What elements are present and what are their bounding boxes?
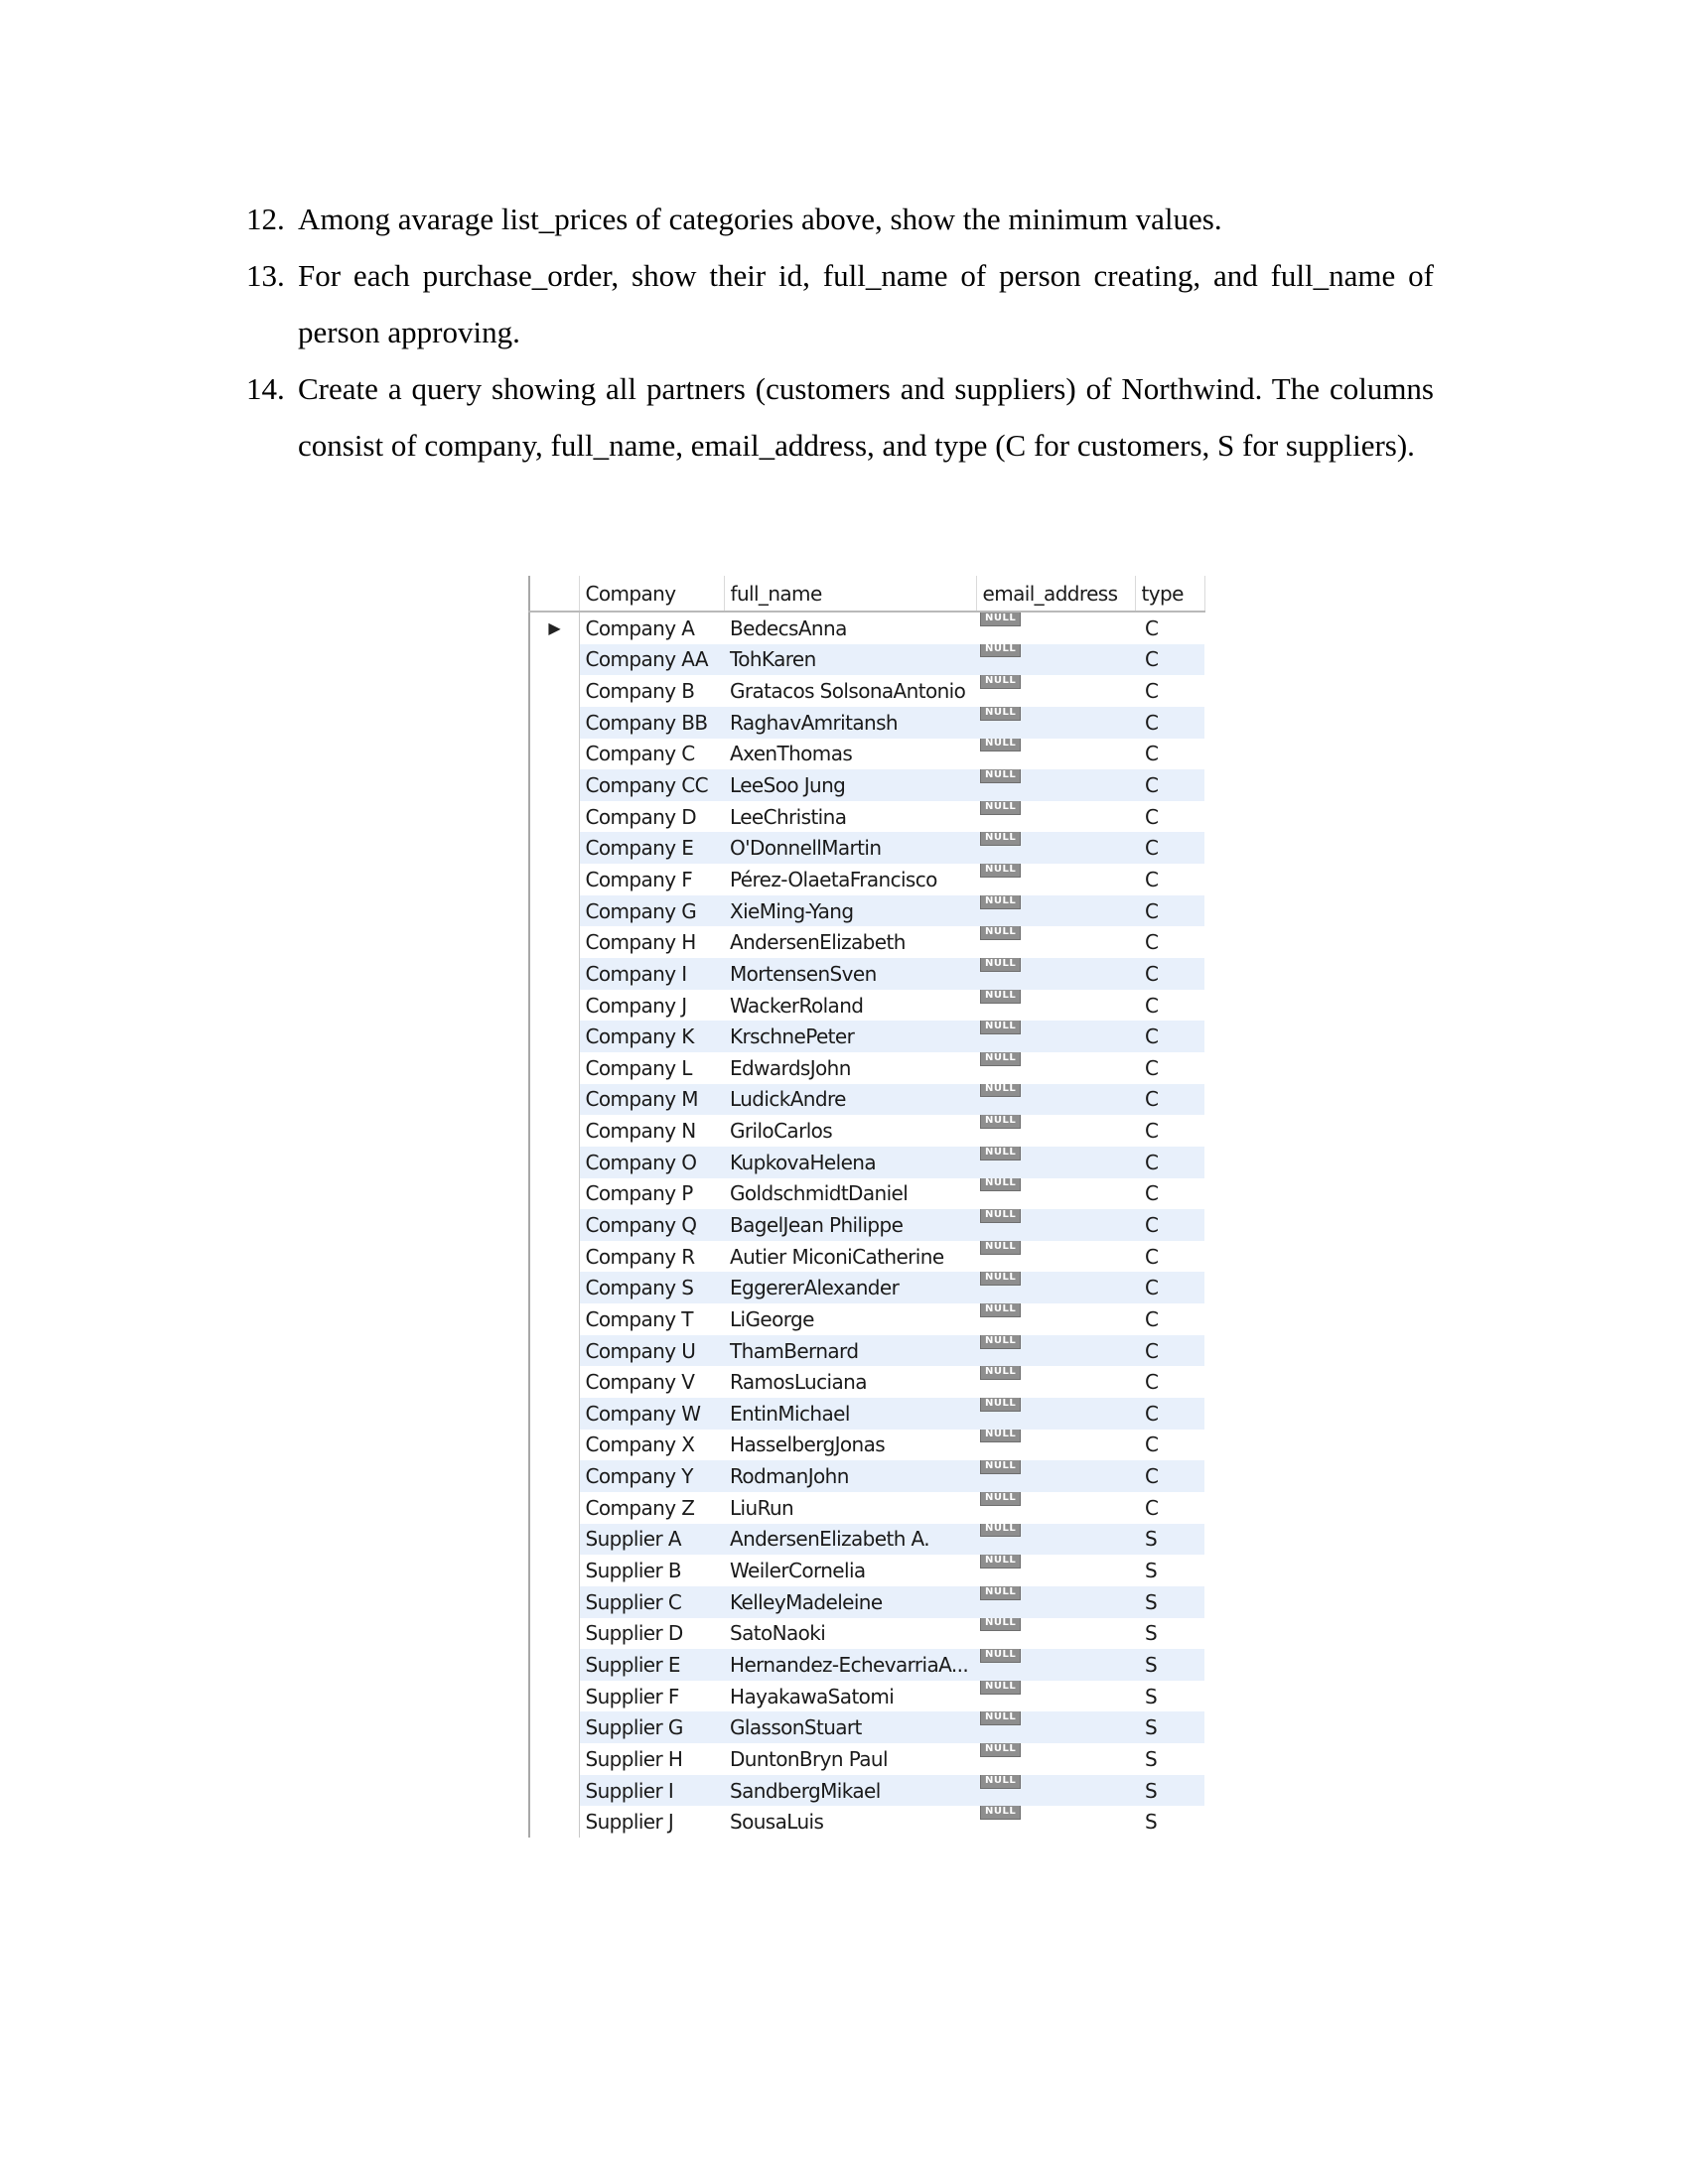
grid-body bbox=[529, 612, 1204, 1838]
cell-email-address[interactable] bbox=[976, 895, 1135, 927]
cell-type[interactable]: C bbox=[1135, 832, 1204, 864]
triangle-right-icon: ▶ bbox=[548, 618, 561, 638]
question-text: Create a query showing all partners (customers and suppliers) of Northwind. The columns consist of company, full_name, email_address, and type (C for customers, S for suppliers). bbox=[298, 371, 1434, 463]
row-selector[interactable] bbox=[529, 1084, 579, 1116]
question-text: For each purchase_order, show their id, full_name of person creating, and full_name of person approving. bbox=[298, 258, 1434, 349]
row-selector[interactable] bbox=[529, 1052, 579, 1084]
row-selector[interactable] bbox=[529, 675, 579, 707]
cell-company[interactable]: Company C bbox=[579, 739, 724, 770]
table-row[interactable] bbox=[529, 1711, 1204, 1743]
cell-full-name[interactable]: SandbergMikael bbox=[724, 1775, 976, 1807]
question-list bbox=[246, 191, 1434, 474]
cell-type[interactable]: C bbox=[1135, 769, 1204, 801]
cell-company[interactable]: Company J bbox=[579, 990, 724, 1022]
cell-full-name[interactable]: GriloCarlos bbox=[724, 1115, 976, 1147]
cell-email-address[interactable] bbox=[976, 644, 1135, 676]
cell-type[interactable]: S bbox=[1135, 1711, 1204, 1743]
table-row[interactable] bbox=[529, 1743, 1204, 1775]
cell-full-name[interactable]: SousaLuis bbox=[724, 1806, 976, 1838]
cell-full-name[interactable]: ThamBernard bbox=[724, 1335, 976, 1367]
row-selector[interactable] bbox=[529, 1649, 579, 1681]
null-badge: NULL bbox=[980, 1115, 1021, 1129]
cell-company[interactable]: Company CC bbox=[579, 769, 724, 801]
null-badge: NULL bbox=[980, 1021, 1021, 1034]
cell-company[interactable]: Company AA bbox=[579, 644, 724, 676]
null-badge: NULL bbox=[980, 1335, 1021, 1349]
column-header-email-address[interactable]: email_address bbox=[976, 576, 1135, 612]
cell-full-name[interactable]: BagelJean Philippe bbox=[724, 1209, 976, 1241]
cell-email-address[interactable] bbox=[976, 1711, 1135, 1743]
table-row[interactable] bbox=[529, 1084, 1204, 1116]
cell-email-address[interactable] bbox=[976, 1775, 1135, 1807]
row-selector[interactable] bbox=[529, 1586, 579, 1618]
cell-email-address[interactable] bbox=[976, 1335, 1135, 1367]
cell-company[interactable]: Supplier F bbox=[579, 1681, 724, 1712]
cell-email-address[interactable] bbox=[976, 1115, 1135, 1147]
null-badge: NULL bbox=[980, 1681, 1021, 1695]
cell-full-name[interactable]: LeeChristina bbox=[724, 801, 976, 833]
cell-full-name[interactable]: XieMing-Yang bbox=[724, 895, 976, 927]
row-selector[interactable] bbox=[529, 769, 579, 801]
cell-email-address[interactable] bbox=[976, 1524, 1135, 1556]
cell-email-address[interactable] bbox=[976, 1303, 1135, 1335]
cell-full-name[interactable]: AndersenElizabeth bbox=[724, 926, 976, 958]
question-number: 13. bbox=[246, 258, 285, 293]
table-row[interactable] bbox=[529, 707, 1204, 739]
row-selector[interactable] bbox=[529, 926, 579, 958]
row-selector[interactable] bbox=[529, 958, 579, 990]
cell-company[interactable]: Company P bbox=[579, 1178, 724, 1210]
question-number: 14. bbox=[246, 371, 285, 406]
table-row[interactable] bbox=[529, 1524, 1204, 1556]
table-row[interactable] bbox=[529, 958, 1204, 990]
cell-full-name[interactable]: AxenThomas bbox=[724, 739, 976, 770]
grid-header-row bbox=[529, 576, 1204, 612]
null-badge: NULL bbox=[980, 1084, 1021, 1098]
cell-full-name[interactable]: GoldschmidtDaniel bbox=[724, 1178, 976, 1210]
table-row[interactable] bbox=[529, 1272, 1204, 1303]
cell-full-name[interactable]: LeeSoo Jung bbox=[724, 769, 976, 801]
cell-full-name[interactable]: Autier MiconiCatherine bbox=[724, 1241, 976, 1273]
cell-type[interactable]: S bbox=[1135, 1681, 1204, 1712]
null-badge: NULL bbox=[980, 1618, 1021, 1632]
cell-company[interactable]: Company A bbox=[579, 612, 724, 644]
cell-type[interactable]: C bbox=[1135, 990, 1204, 1022]
cell-email-address[interactable] bbox=[976, 1743, 1135, 1775]
table-row[interactable] bbox=[529, 1649, 1204, 1681]
cell-email-address[interactable] bbox=[976, 801, 1135, 833]
question-13 bbox=[246, 247, 1434, 360]
cell-type[interactable]: C bbox=[1135, 958, 1204, 990]
cell-type[interactable]: C bbox=[1135, 926, 1204, 958]
cell-full-name[interactable]: KrschnePeter bbox=[724, 1021, 976, 1052]
result-grid-screenshot bbox=[528, 576, 1203, 1838]
cell-company[interactable]: Supplier J bbox=[579, 1806, 724, 1838]
column-header-company[interactable]: Company bbox=[579, 576, 724, 612]
null-badge: NULL bbox=[980, 1775, 1021, 1789]
null-badge: NULL bbox=[980, 1430, 1021, 1443]
null-badge: NULL bbox=[980, 707, 1021, 721]
row-selector[interactable] bbox=[529, 864, 579, 895]
cell-full-name[interactable]: HasselbergJonas bbox=[724, 1430, 976, 1461]
cell-type[interactable]: C bbox=[1135, 864, 1204, 895]
cell-type[interactable]: S bbox=[1135, 1806, 1204, 1838]
cell-company[interactable]: Company E bbox=[579, 832, 724, 864]
null-badge: NULL bbox=[980, 1241, 1021, 1255]
row-selector[interactable] bbox=[529, 644, 579, 676]
table-row[interactable] bbox=[529, 769, 1204, 801]
cell-company[interactable]: Company U bbox=[579, 1335, 724, 1367]
cell-company[interactable]: Company M bbox=[579, 1084, 724, 1116]
cell-type[interactable]: C bbox=[1135, 612, 1204, 644]
cell-company[interactable]: Company N bbox=[579, 1115, 724, 1147]
table-row[interactable] bbox=[529, 1052, 1204, 1084]
cell-email-address[interactable] bbox=[976, 1806, 1135, 1838]
cell-full-name[interactable]: MortensenSven bbox=[724, 958, 976, 990]
cell-email-address[interactable] bbox=[976, 1681, 1135, 1712]
null-badge: NULL bbox=[980, 958, 1021, 972]
row-selector[interactable] bbox=[529, 1366, 579, 1398]
cell-email-address[interactable] bbox=[976, 832, 1135, 864]
cell-type[interactable]: C bbox=[1135, 1272, 1204, 1303]
row-selector[interactable] bbox=[529, 1398, 579, 1430]
row-selector[interactable] bbox=[529, 1460, 579, 1492]
cell-email-address[interactable] bbox=[976, 1586, 1135, 1618]
cell-type[interactable]: C bbox=[1135, 895, 1204, 927]
cell-type[interactable]: C bbox=[1135, 1147, 1204, 1178]
cell-company[interactable]: Company Z bbox=[579, 1492, 724, 1524]
row-selector[interactable] bbox=[529, 1711, 579, 1743]
cell-email-address[interactable] bbox=[976, 1430, 1135, 1461]
cell-type[interactable]: S bbox=[1135, 1743, 1204, 1775]
cell-type[interactable]: S bbox=[1135, 1649, 1204, 1681]
cell-full-name[interactable]: RaghavAmritansh bbox=[724, 707, 976, 739]
cell-company[interactable]: Supplier B bbox=[579, 1555, 724, 1586]
null-badge: NULL bbox=[980, 1303, 1021, 1317]
cell-company[interactable]: Company L bbox=[579, 1052, 724, 1084]
cell-type[interactable]: C bbox=[1135, 707, 1204, 739]
cell-type[interactable]: C bbox=[1135, 1303, 1204, 1335]
cell-full-name[interactable]: KupkovaHelena bbox=[724, 1147, 976, 1178]
table-row[interactable] bbox=[529, 1366, 1204, 1398]
row-selector[interactable] bbox=[529, 801, 579, 833]
table-row[interactable] bbox=[529, 1555, 1204, 1586]
table-row[interactable] bbox=[529, 1178, 1204, 1210]
table-row[interactable] bbox=[529, 1681, 1204, 1712]
cell-type[interactable]: S bbox=[1135, 1555, 1204, 1586]
table-row[interactable] bbox=[529, 926, 1204, 958]
table-row[interactable] bbox=[529, 1335, 1204, 1367]
cell-company[interactable]: Company Q bbox=[579, 1209, 724, 1241]
row-selector[interactable] bbox=[529, 1209, 579, 1241]
cell-email-address[interactable] bbox=[976, 1272, 1135, 1303]
null-badge: NULL bbox=[980, 1178, 1021, 1192]
cell-company[interactable]: Company R bbox=[579, 1241, 724, 1273]
cell-email-address[interactable] bbox=[976, 1555, 1135, 1586]
cell-type[interactable]: C bbox=[1135, 1209, 1204, 1241]
null-badge: NULL bbox=[980, 1366, 1021, 1380]
table-row[interactable] bbox=[529, 644, 1204, 676]
null-badge: NULL bbox=[980, 1209, 1021, 1223]
null-badge: NULL bbox=[980, 769, 1021, 783]
table-row[interactable] bbox=[529, 832, 1204, 864]
cell-full-name[interactable]: SatoNaoki bbox=[724, 1618, 976, 1650]
row-selector[interactable] bbox=[529, 895, 579, 927]
cell-company[interactable]: Company F bbox=[579, 864, 724, 895]
null-badge: NULL bbox=[980, 1586, 1021, 1600]
cell-company[interactable]: Supplier G bbox=[579, 1711, 724, 1743]
null-badge: NULL bbox=[980, 895, 1021, 909]
cell-email-address[interactable] bbox=[976, 990, 1135, 1022]
row-selector[interactable] bbox=[529, 612, 579, 644]
cell-company[interactable]: Supplier H bbox=[579, 1743, 724, 1775]
cell-email-address[interactable] bbox=[976, 1366, 1135, 1398]
row-selector[interactable] bbox=[529, 1147, 579, 1178]
table-row[interactable] bbox=[529, 1115, 1204, 1147]
null-badge: NULL bbox=[980, 1649, 1021, 1663]
cell-company[interactable]: Company H bbox=[579, 926, 724, 958]
null-badge: NULL bbox=[980, 739, 1021, 752]
cell-company[interactable]: Supplier A bbox=[579, 1524, 724, 1556]
null-badge: NULL bbox=[980, 1147, 1021, 1160]
cell-full-name[interactable]: EggererAlexander bbox=[724, 1272, 976, 1303]
row-selector[interactable] bbox=[529, 739, 579, 770]
column-header-full-name[interactable]: full_name bbox=[724, 576, 976, 612]
table-row[interactable] bbox=[529, 612, 1204, 644]
row-selector[interactable] bbox=[529, 1272, 579, 1303]
cell-type[interactable]: C bbox=[1135, 1021, 1204, 1052]
row-selector[interactable] bbox=[529, 707, 579, 739]
row-selector[interactable] bbox=[529, 1618, 579, 1650]
cell-type[interactable]: C bbox=[1135, 1430, 1204, 1461]
table-row[interactable] bbox=[529, 1241, 1204, 1273]
cell-type[interactable]: C bbox=[1135, 1178, 1204, 1210]
row-selector[interactable] bbox=[529, 1555, 579, 1586]
null-badge: NULL bbox=[980, 1460, 1021, 1474]
table-row[interactable] bbox=[529, 1806, 1204, 1838]
cell-type[interactable]: C bbox=[1135, 644, 1204, 676]
table-row[interactable] bbox=[529, 1775, 1204, 1807]
cell-full-name[interactable]: WeilerCornelia bbox=[724, 1555, 976, 1586]
row-selector-header[interactable] bbox=[529, 576, 579, 612]
cell-company[interactable]: Supplier C bbox=[579, 1586, 724, 1618]
null-badge: NULL bbox=[980, 1492, 1021, 1506]
cell-full-name[interactable]: Hernandez-EchevarriaA... bbox=[724, 1649, 976, 1681]
null-badge: NULL bbox=[980, 1743, 1021, 1757]
table-row[interactable] bbox=[529, 1209, 1204, 1241]
table-row[interactable] bbox=[529, 801, 1204, 833]
cell-company[interactable]: Company W bbox=[579, 1398, 724, 1430]
cell-company[interactable]: Company O bbox=[579, 1147, 724, 1178]
row-selector[interactable] bbox=[529, 1681, 579, 1712]
cell-email-address[interactable] bbox=[976, 1147, 1135, 1178]
null-badge: NULL bbox=[980, 990, 1021, 1004]
cell-company[interactable]: Company X bbox=[579, 1430, 724, 1461]
cell-email-address[interactable] bbox=[976, 1084, 1135, 1116]
cell-email-address[interactable] bbox=[976, 1618, 1135, 1650]
cell-email-address[interactable] bbox=[976, 707, 1135, 739]
question-text: Among avarage list_prices of categories above, show the minimum values. bbox=[298, 202, 1222, 236]
cell-email-address[interactable] bbox=[976, 675, 1135, 707]
cell-email-address[interactable] bbox=[976, 1178, 1135, 1210]
cell-type[interactable]: C bbox=[1135, 739, 1204, 770]
null-badge: NULL bbox=[980, 926, 1021, 940]
null-badge: NULL bbox=[980, 1052, 1021, 1066]
cell-full-name[interactable]: RamosLuciana bbox=[724, 1366, 976, 1398]
cell-full-name[interactable]: LudickAndre bbox=[724, 1084, 976, 1116]
table-row[interactable] bbox=[529, 1021, 1204, 1052]
question-14 bbox=[246, 360, 1434, 474]
cell-type[interactable]: S bbox=[1135, 1775, 1204, 1807]
cell-company[interactable]: Company Y bbox=[579, 1460, 724, 1492]
cell-full-name[interactable]: O'DonnellMartin bbox=[724, 832, 976, 864]
table-row[interactable] bbox=[529, 1398, 1204, 1430]
cell-company[interactable]: Company G bbox=[579, 895, 724, 927]
null-badge: NULL bbox=[980, 644, 1021, 658]
table-row[interactable] bbox=[529, 864, 1204, 895]
cell-company[interactable]: Company B bbox=[579, 675, 724, 707]
cell-type[interactable]: C bbox=[1135, 1398, 1204, 1430]
cell-full-name[interactable]: EntinMichael bbox=[724, 1398, 976, 1430]
cell-full-name[interactable]: HayakawaSatomi bbox=[724, 1681, 976, 1712]
cell-company[interactable]: Company T bbox=[579, 1303, 724, 1335]
null-badge: NULL bbox=[980, 612, 1021, 626]
null-badge: NULL bbox=[980, 801, 1021, 815]
cell-company[interactable]: Supplier I bbox=[579, 1775, 724, 1807]
column-header-type[interactable]: type bbox=[1135, 576, 1204, 612]
row-selector[interactable] bbox=[529, 1743, 579, 1775]
null-badge: NULL bbox=[980, 832, 1021, 846]
table-row[interactable] bbox=[529, 739, 1204, 770]
cell-email-address[interactable] bbox=[976, 1241, 1135, 1273]
result-grid bbox=[528, 576, 1205, 1838]
null-badge: NULL bbox=[980, 675, 1021, 689]
cell-full-name[interactable]: RodmanJohn bbox=[724, 1460, 976, 1492]
cell-type[interactable]: S bbox=[1135, 1524, 1204, 1556]
cell-full-name[interactable]: Gratacos SolsonaAntonio bbox=[724, 675, 976, 707]
table-row[interactable] bbox=[529, 895, 1204, 927]
row-selector[interactable] bbox=[529, 1775, 579, 1807]
question-12 bbox=[246, 191, 1434, 247]
cell-company[interactable]: Company BB bbox=[579, 707, 724, 739]
cell-email-address[interactable] bbox=[976, 1052, 1135, 1084]
cell-full-name[interactable]: EdwardsJohn bbox=[724, 1052, 976, 1084]
cell-type[interactable]: C bbox=[1135, 1084, 1204, 1116]
null-badge: NULL bbox=[980, 864, 1021, 878]
cell-email-address[interactable] bbox=[976, 958, 1135, 990]
cell-full-name[interactable]: AndersenElizabeth A. bbox=[724, 1524, 976, 1556]
cell-full-name[interactable]: Pérez-OlaetaFrancisco bbox=[724, 864, 976, 895]
cell-email-address[interactable] bbox=[976, 739, 1135, 770]
cell-type[interactable]: C bbox=[1135, 1115, 1204, 1147]
row-selector[interactable] bbox=[529, 1524, 579, 1556]
cell-type[interactable]: C bbox=[1135, 1052, 1204, 1084]
cell-email-address[interactable] bbox=[976, 1398, 1135, 1430]
null-badge: NULL bbox=[980, 1711, 1021, 1725]
cell-type[interactable]: C bbox=[1135, 675, 1204, 707]
table-row[interactable] bbox=[529, 990, 1204, 1022]
cell-company[interactable]: Company S bbox=[579, 1272, 724, 1303]
row-selector[interactable] bbox=[529, 1178, 579, 1210]
cell-company[interactable]: Supplier D bbox=[579, 1618, 724, 1650]
cell-email-address[interactable] bbox=[976, 1460, 1135, 1492]
cell-full-name[interactable]: WackerRoland bbox=[724, 990, 976, 1022]
cell-full-name[interactable]: DuntonBryn Paul bbox=[724, 1743, 976, 1775]
cell-full-name[interactable]: BedecsAnna bbox=[724, 612, 976, 644]
row-selector[interactable] bbox=[529, 1492, 579, 1524]
cell-type[interactable]: C bbox=[1135, 801, 1204, 833]
table-row[interactable] bbox=[529, 1460, 1204, 1492]
cell-email-address[interactable] bbox=[976, 769, 1135, 801]
cell-full-name[interactable]: GlassonStuart bbox=[724, 1711, 976, 1743]
cell-email-address[interactable] bbox=[976, 1492, 1135, 1524]
cell-company[interactable]: Company K bbox=[579, 1021, 724, 1052]
cell-email-address[interactable] bbox=[976, 1021, 1135, 1052]
table-row[interactable] bbox=[529, 1492, 1204, 1524]
cell-company[interactable]: Company V bbox=[579, 1366, 724, 1398]
cell-full-name[interactable]: TohKaren bbox=[724, 644, 976, 676]
row-selector[interactable] bbox=[529, 832, 579, 864]
cell-company[interactable]: Supplier E bbox=[579, 1649, 724, 1681]
row-selector[interactable] bbox=[529, 990, 579, 1022]
null-badge: NULL bbox=[980, 1272, 1021, 1286]
row-selector[interactable] bbox=[529, 1335, 579, 1367]
cell-email-address[interactable] bbox=[976, 1209, 1135, 1241]
cell-email-address[interactable] bbox=[976, 612, 1135, 644]
null-badge: NULL bbox=[980, 1524, 1021, 1538]
table-row[interactable] bbox=[529, 1430, 1204, 1461]
cell-full-name[interactable]: LiuRun bbox=[724, 1492, 976, 1524]
cell-company[interactable]: Company I bbox=[579, 958, 724, 990]
null-badge: NULL bbox=[980, 1806, 1021, 1820]
table-row[interactable] bbox=[529, 1586, 1204, 1618]
cell-full-name[interactable]: LiGeorge bbox=[724, 1303, 976, 1335]
cell-email-address[interactable] bbox=[976, 864, 1135, 895]
cell-type[interactable]: C bbox=[1135, 1492, 1204, 1524]
table-row[interactable] bbox=[529, 1147, 1204, 1178]
row-selector[interactable] bbox=[529, 1303, 579, 1335]
table-row[interactable] bbox=[529, 1303, 1204, 1335]
null-badge: NULL bbox=[980, 1555, 1021, 1569]
row-selector[interactable] bbox=[529, 1115, 579, 1147]
cell-type[interactable]: C bbox=[1135, 1241, 1204, 1273]
row-selector[interactable] bbox=[529, 1241, 579, 1273]
cell-email-address[interactable] bbox=[976, 1649, 1135, 1681]
cell-type[interactable]: C bbox=[1135, 1335, 1204, 1367]
row-selector[interactable] bbox=[529, 1806, 579, 1838]
cell-type[interactable]: C bbox=[1135, 1460, 1204, 1492]
null-badge: NULL bbox=[980, 1398, 1021, 1412]
cell-type[interactable]: C bbox=[1135, 1366, 1204, 1398]
cell-type[interactable]: S bbox=[1135, 1618, 1204, 1650]
row-selector[interactable] bbox=[529, 1021, 579, 1052]
cell-email-address[interactable] bbox=[976, 926, 1135, 958]
table-row[interactable] bbox=[529, 1618, 1204, 1650]
cell-full-name[interactable]: KelleyMadeleine bbox=[724, 1586, 976, 1618]
row-selector[interactable] bbox=[529, 1430, 579, 1461]
cell-type[interactable]: S bbox=[1135, 1586, 1204, 1618]
cell-company[interactable]: Company D bbox=[579, 801, 724, 833]
question-number: 12. bbox=[246, 202, 285, 236]
table-row[interactable] bbox=[529, 675, 1204, 707]
